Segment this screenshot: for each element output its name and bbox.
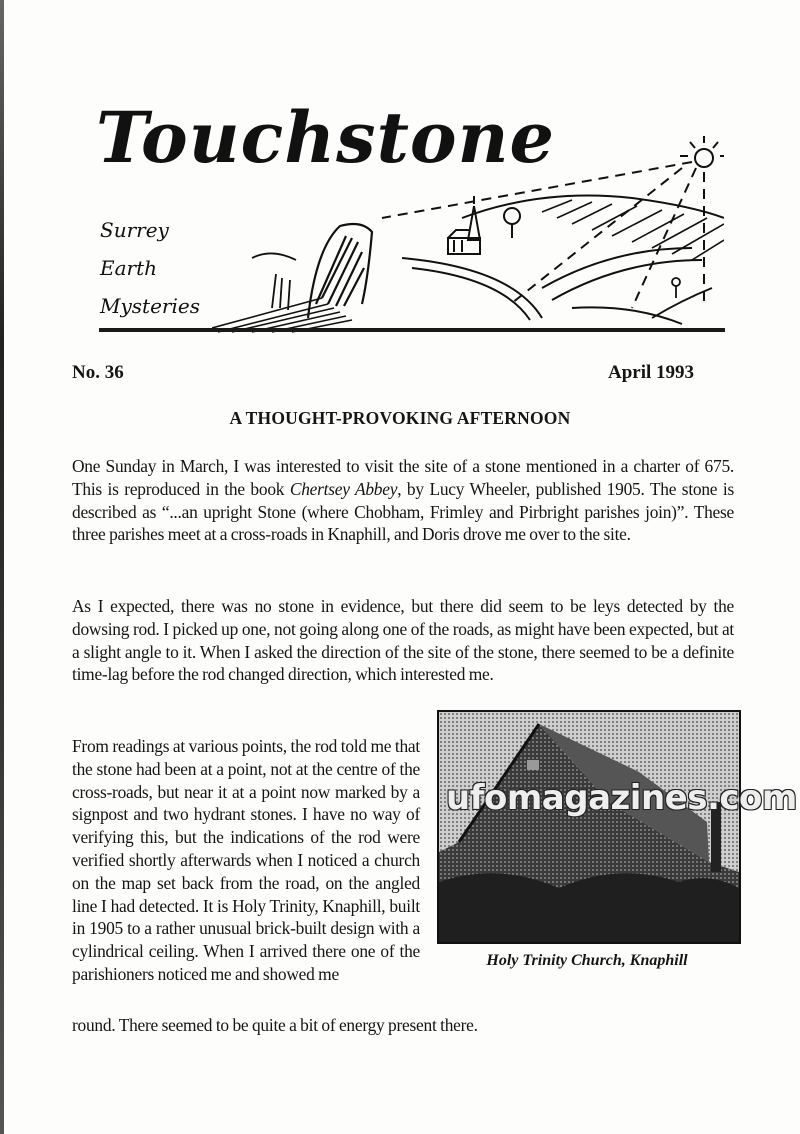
article-paragraph: round. There seemed to be quite a bit of energy present there. xyxy=(72,1015,478,1035)
paragraph-text: , by Lucy Wheeler, published 1905. The stone is described as “...an upright Stone (where Chobham, Frimley and Pirbright parishes join)”. These three parishes meet at a cross-roads in Knaphill, and Doris drove me over to the site. xyxy=(72,478,734,545)
article-headline: A THOUGHT-PROVOKING AFTERNOON xyxy=(229,408,571,428)
article-paragraph: As I expected, there was no stone in evidence, but there did seem to be leys detected by the dowsing rod. I picked up one, not going along one of the roads, as might have been expected, but at a slight angle to it. When I asked the direction of the site of the stone, there seemed to be a definite time-lag before the rod changed direction, which interested me. xyxy=(72,596,734,685)
landscape-illustration xyxy=(212,128,724,333)
standing-stone-icon xyxy=(308,224,372,318)
book-title: Chertsey Abbey xyxy=(289,478,398,499)
church-photo xyxy=(437,710,741,944)
issue-date: April 1993 xyxy=(607,362,694,383)
tree-icon xyxy=(504,208,520,238)
issue-number: No. 36 xyxy=(72,362,124,383)
masthead-subtitle-line: Mysteries xyxy=(100,294,200,318)
masthead-subtitle-line: Earth xyxy=(100,256,158,280)
masthead-rule xyxy=(99,328,725,332)
article-paragraph xyxy=(72,455,734,546)
scan-edge xyxy=(0,0,4,1134)
watermark-text: ufomagazines.com xyxy=(446,778,797,818)
paragraph-text: One Sunday in March, I was interested to visit the site of a stone mentioned in a charter of 675. This is reproduced in the book xyxy=(72,456,734,499)
masthead-subtitle-line: Surrey xyxy=(100,218,169,242)
masthead xyxy=(92,96,722,335)
photo-caption: Holy Trinity Church, Knaphill xyxy=(486,952,688,969)
article-paragraph: From readings at various points, the rod told me that the stone had been at a point, not at the centre of the cross-roads, but near it at a point now marked by a signpost and two hydrant stones. I have no way of verifying this, but the indications of the rod were verified shortly afterwards when I noticed a church on the map set back from the road, on the angled line I had detected. It is Holy Trinity, Knaphill, built in 1905 to a rather unusual brick-built design with a cylindrical ceiling. When I arrived there one of the parishioners noticed me and showed me xyxy=(72,736,420,984)
masthead-title: Touchstone xyxy=(96,96,556,179)
